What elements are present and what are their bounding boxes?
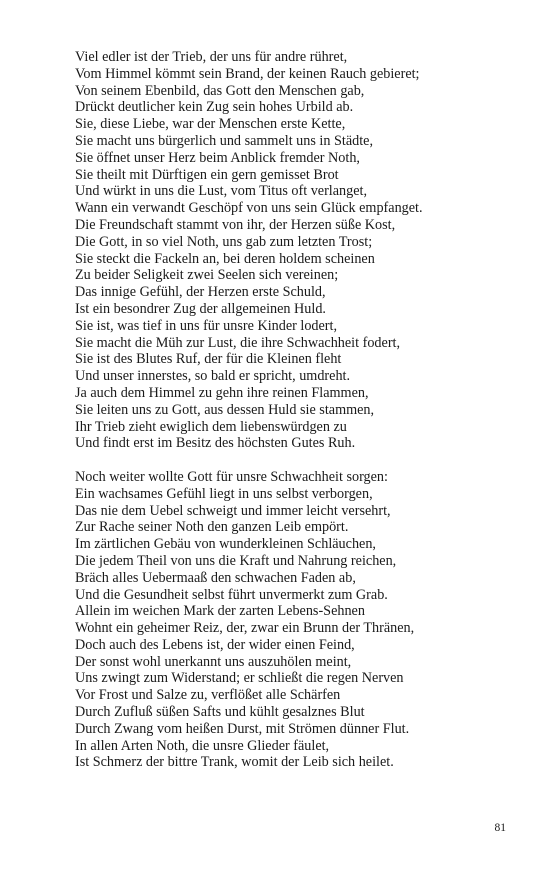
poem-line: Wann ein verwandt Geschöpf von uns sein Glück empfanget. [75,200,423,217]
poem-line: Im zärtlichen Gebäu von wunderkleinen Schläuchen, [75,536,376,553]
poem-line: Viel edler ist der Trieb, der uns für andre rühret, [75,49,348,65]
poem-line: Drückt deutlicher kein Zug sein hohes Urbild ab. [75,99,354,116]
poem-body [75,49,525,771]
poem-line: Zu beider Seligkeit zwei Seelen sich vereinen; [75,267,339,284]
poem-line: Sie theilt mit Dürftigen ein gern gemisset Brot [75,166,339,183]
poem-line: Sie öffnet unser Herz beim Anblick fremder Noth, [75,149,360,166]
poem-line: Und unser innerstes, so bald er spricht, umdreht. [75,368,351,385]
poem-line: Von seinem Ebenbild, das Gott den Menschen gab, [75,82,365,99]
poem-line: Durch Zufluß süßen Safts und kühlt gesalznes Blut [75,704,365,721]
poem-line: Sie leiten uns zu Gott, aus dessen Huld sie stammen, [75,401,375,418]
poem-line: Sie macht uns bürgerlich und sammelt uns in Städte, [75,132,374,149]
stanza [75,49,525,452]
poem-line: Vom Himmel kömmt sein Brand, der keinen Rauch gebieret; [75,65,420,82]
poem-line: Sie macht die Müh zur Lust, die ihre Schwachheit fodert, [75,334,401,351]
poem-line: Vor Frost und Salze zu, verflößet alle Schärfen [75,687,341,704]
stanza [75,469,525,771]
poem-line: Der sonst wohl unerkannt uns auszuhölen meint, [75,653,352,670]
poem-line: Die jedem Theil von uns die Kraft und Nahrung reichen, [75,552,397,569]
poem-line: Wohnt ein geheimer Reiz, der, zwar ein Brunn der Thränen, [75,620,415,637]
poem-line: Sie steckt die Fackeln an, bei deren holdem scheinen [75,250,375,267]
poem-line: Ist ein besondrer Zug der allgemeinen Huld. [75,300,326,317]
poem-line: Ihr Trieb zieht ewiglich dem liebenswürdgen zu [75,418,347,435]
poem-line: Ja auch dem Himmel zu gehn ihre reinen Flammen, [75,384,369,401]
poem-line: Das innige Gefühl, der Herzen erste Schuld, [75,284,326,301]
poem-line: Sie, diese Liebe, war der Menschen erste Kette, [75,116,346,133]
poem-line: Sie ist, was tief in uns für unsre Kinder lodert, [75,317,338,334]
poem-line: Und die Gesundheit selbst führt unvermerkt zum Grab. [75,586,388,603]
poem-line: Durch Zwang vom heißen Durst, mit Strömen dünner Flut. [75,720,410,737]
poem-line: Und findt erst im Besitz des höchsten Gutes Ruh. [75,435,356,452]
poem-line: Das nie dem Uebel schweigt und immer leicht versehrt, [75,502,391,519]
poem-line: Zur Rache seiner Noth den ganzen Leib empört. [75,519,349,536]
poem-line: Doch auch des Lebens ist, der wider einen Feind, [75,636,355,653]
poem-line: Und würkt in uns die Lust, vom Titus oft verlanget, [75,183,368,200]
poem-line: Sie ist des Blutes Ruf, der für die Kleinen fleht [75,351,342,368]
page-number: 81 [494,822,506,834]
poem-line: Bräch alles Uebermaaß den schwachen Faden ab, [75,569,356,586]
poem-line: Die Freundschaft stammt von ihr, der Herzen süße Kost, [75,216,396,233]
poem-line: Uns zwingt zum Widerstand; er schließt die regen Nerven [75,670,404,687]
poem-line: Noch weiter wollte Gott für unsre Schwachheit sorgen: [75,468,388,485]
poem-line: Allein im weichen Mark der zarten Lebens-Sehnen [75,603,365,620]
poem-line: Ist Schmerz der bittre Trank, womit der Leib sich heilet. [75,754,394,771]
poem-line: Ein wachsames Gefühl liegt in uns selbst verborgen, [75,485,373,502]
poem-line: In allen Arten Noth, die unsre Glieder fäulet, [75,737,330,754]
poem-line: Die Gott, in so viel Noth, uns gab zum letzten Trost; [75,233,373,250]
